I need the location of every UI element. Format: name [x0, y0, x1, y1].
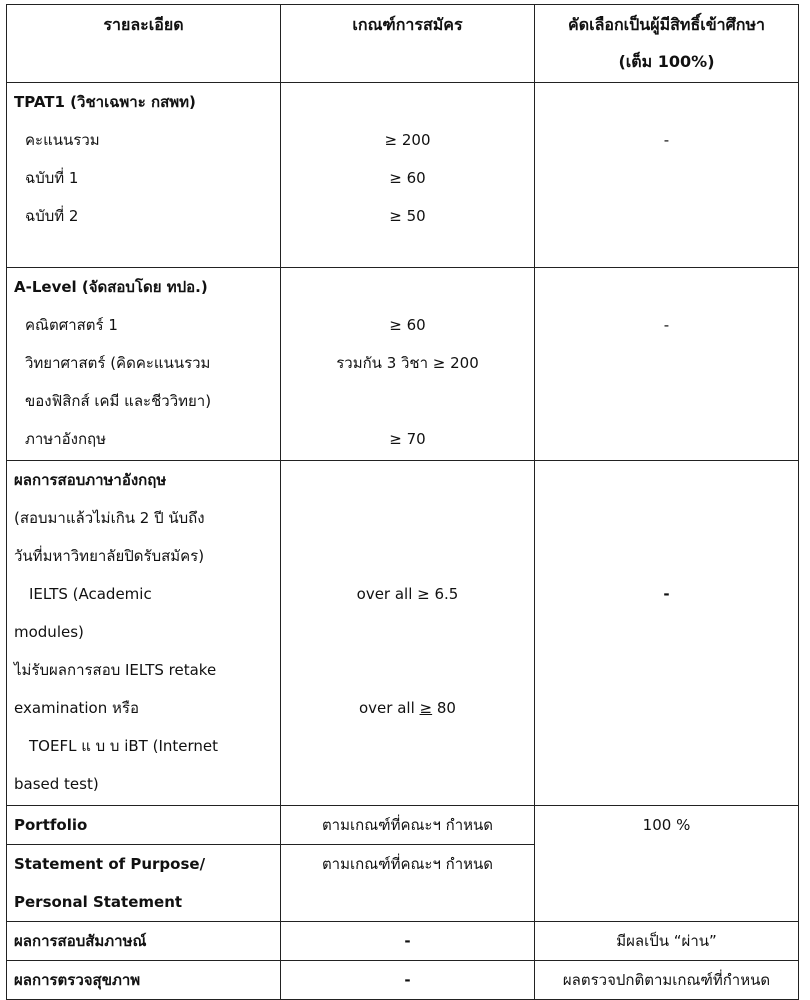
toefl-value-symbol: ≥ [419, 699, 433, 717]
health-label-cell [7, 961, 281, 1000]
header-selection [535, 5, 799, 83]
alevel-criteria [281, 268, 535, 461]
alevel-weight-cell [535, 268, 799, 461]
portfolio-weight: 100 % [642, 816, 691, 834]
alevel-science-label-1: วิทยาศาสตร์ (คิดคะแนนรวม [25, 354, 211, 372]
interview-weight-cell [535, 922, 799, 961]
tpat1-paper2-label: ฉบับที่ 2 [25, 207, 79, 225]
alevel-science-label-2: ของฟิสิกส์ เคมี และชีววิทยา) [25, 392, 212, 410]
alevel-math-value: ≥ 60 [389, 316, 426, 334]
ielts-value: over all ≥ 6.5 [356, 585, 459, 603]
english-test-note-1: (สอบมาแล้วไม่เกิน 2 ปี นับถึง [14, 509, 205, 527]
english-test-weight-cell [535, 461, 799, 806]
interview-label-cell [7, 922, 281, 961]
ielts-label-1: IELTS (Academic [29, 585, 152, 603]
portfolio-value: ตามเกณฑ์ที่คณะฯ กำหนด [321, 816, 494, 834]
tpat1-total-label: คะแนนรวม [25, 131, 100, 149]
tpat1-row [7, 83, 799, 268]
portfolio-label-cell [7, 806, 281, 845]
alevel-title: A-Level (จัดสอบโดย ทปอ.) [14, 278, 208, 296]
alevel-weight: - [663, 316, 670, 334]
tpat1-paper1-label: ฉบับที่ 1 [25, 169, 79, 187]
health-label: ผลการตรวจสุขภาพ [14, 971, 141, 989]
interview-weight: มีผลเป็น “ผ่าน” [616, 932, 717, 950]
toefl-label-1: TOEFL แ บ บ iBT (Internet [29, 737, 219, 755]
header-selection-line1: คัดเลือกเป็นผู้มีสิทธิ์เข้าศึกษา [568, 15, 765, 34]
alevel-math-label: คณิตศาสตร์ 1 [25, 316, 118, 334]
header-selection-line2: (เต็ม 100%) [618, 52, 715, 71]
tpat1-paper2-value: ≥ 50 [389, 207, 426, 225]
interview-label: ผลการสอบสัมภาษณ์ [14, 932, 147, 950]
ielts-retake-note-2: examination หรือ [14, 699, 139, 717]
ielts-label-2: modules) [14, 623, 84, 641]
tpat1-weight-cell [535, 83, 799, 268]
alevel-science-value: รวมกัน 3 วิชา ≥ 200 [336, 354, 479, 372]
tpat1-details [7, 83, 281, 268]
statement-label-cell [7, 845, 281, 922]
toefl-value-prefix: over all [359, 699, 415, 717]
header-criteria: เกณฑ์การสมัคร [281, 5, 535, 83]
header-details: รายละเอียด [7, 5, 281, 83]
interview-value: - [404, 932, 411, 950]
tpat1-criteria [281, 83, 535, 268]
alevel-details [7, 268, 281, 461]
tpat1-paper1-value: ≥ 60 [389, 169, 426, 187]
interview-criteria-cell [281, 922, 535, 961]
portfolio-row [7, 806, 799, 845]
portfolio-criteria-cell [281, 806, 535, 845]
admission-criteria-table [6, 4, 799, 1000]
english-test-row [7, 461, 799, 806]
english-test-criteria [281, 461, 535, 806]
alevel-english-value: ≥ 70 [389, 430, 426, 448]
header-row [7, 5, 799, 83]
english-test-weight: - [663, 585, 670, 603]
ielts-retake-note-1: ไม่รับผลการสอบ IELTS retake [14, 661, 217, 679]
portfolio-label: Portfolio [14, 816, 88, 834]
statement-label-1: Statement of Purpose/ [14, 855, 206, 873]
statement-value: ตามเกณฑ์ที่คณะฯ กำหนด [321, 855, 494, 873]
toefl-value-number: 80 [436, 699, 456, 717]
tpat1-weight: - [663, 131, 670, 149]
english-test-title: ผลการสอบภาษาอังกฤษ [14, 471, 167, 489]
english-test-note-2: วันที่มหาวิทยาลัยปิดรับสมัคร) [14, 547, 205, 565]
statement-criteria-cell [281, 845, 535, 922]
tpat1-title: TPAT1 (วิชาเฉพาะ กสพท) [14, 93, 196, 111]
alevel-row [7, 268, 799, 461]
tpat1-total-value: ≥ 200 [384, 131, 431, 149]
statement-label-2: Personal Statement [14, 893, 183, 911]
health-row [7, 961, 799, 1000]
english-test-details [7, 461, 281, 806]
health-criteria-cell [281, 961, 535, 1000]
alevel-english-label: ภาษาอังกฤษ [25, 430, 107, 448]
health-weight-cell [535, 961, 799, 1000]
interview-row [7, 922, 799, 961]
health-weight: ผลตรวจปกติตามเกณฑ์ที่กำหนด [562, 971, 771, 989]
toefl-label-2: based test) [14, 775, 99, 793]
toefl-value [281, 689, 534, 727]
portfolio-weight-cell [535, 806, 799, 922]
health-value: - [404, 971, 411, 989]
